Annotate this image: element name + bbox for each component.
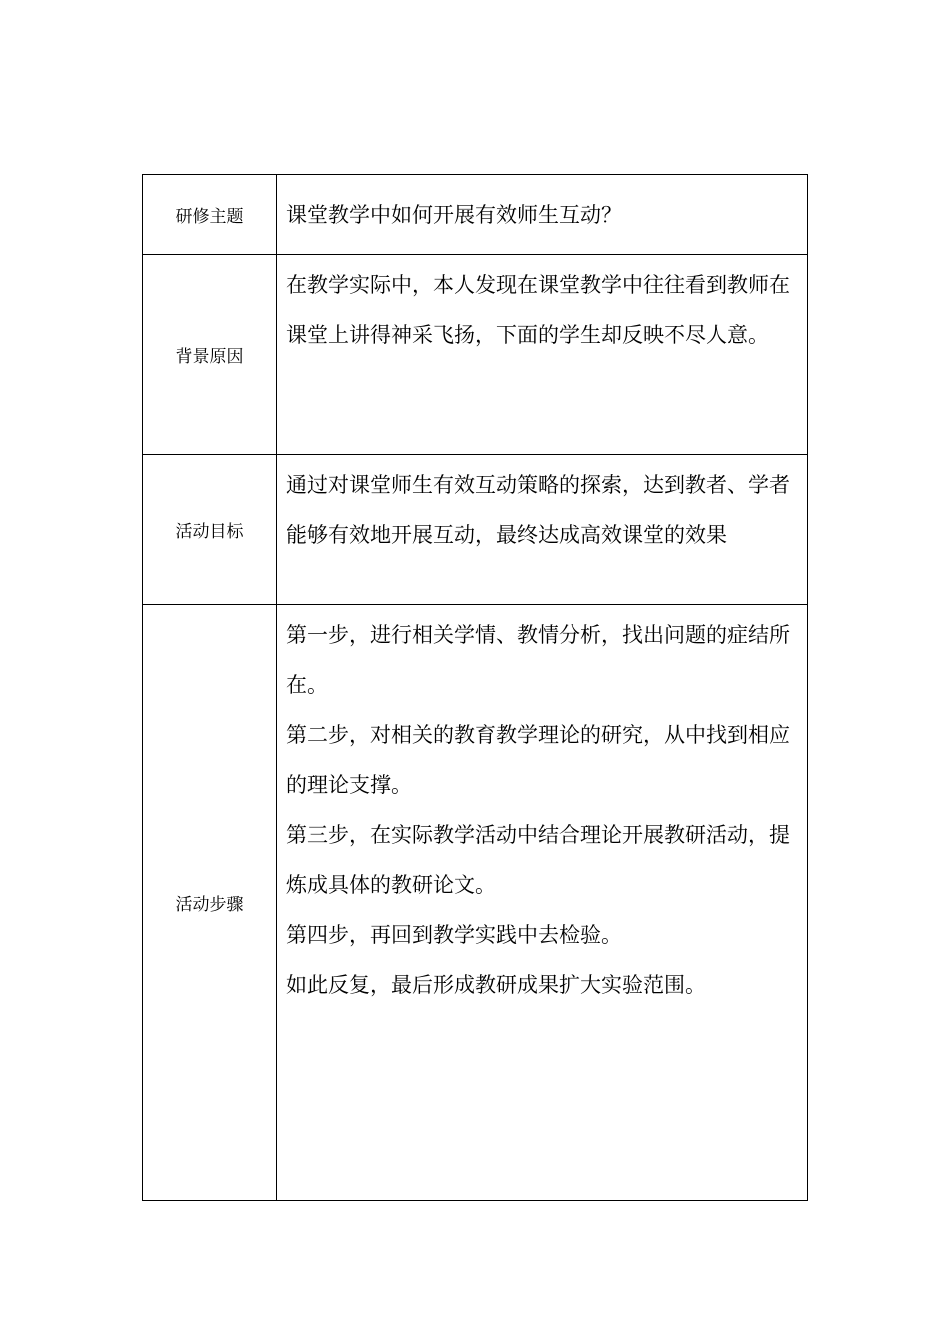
goal-label: 活动目标 — [143, 455, 277, 605]
topic-content: 课堂教学中如何开展有效师生互动？ — [277, 175, 808, 255]
topic-label: 研修主题 — [143, 175, 277, 255]
table-row-background — [143, 255, 808, 455]
step-paragraph: 第四步，再回到教学实践中去检验。 — [286, 923, 622, 947]
step-paragraph: 如此反复，最后形成教研成果扩大实验范围。 — [286, 973, 706, 997]
table-row-steps — [143, 605, 808, 1201]
goal-content: 通过对课堂师生有效互动策略的探索，达到教者、学者能够有效地开展互动，最终达成高效课堂的效果 — [277, 455, 808, 605]
step-paragraph: 第二步，对相关的教育教学理论的研究，从中找到相应的理论支撑。 — [286, 723, 790, 797]
step-paragraph: 第三步，在实际教学活动中结合理论开展教研活动，提炼成具体的教研论文。 — [286, 823, 790, 897]
table-row-topic — [143, 175, 808, 255]
background-label: 背景原因 — [143, 255, 277, 455]
background-content: 在教学实际中，本人发现在课堂教学中往往看到教师在课堂上讲得神采飞扬，下面的学生却反映不尽人意。 — [277, 255, 808, 455]
steps-label: 活动步骤 — [143, 605, 277, 1201]
step-paragraph: 第一步，进行相关学情、教情分析，找出问题的症结所在。 — [286, 623, 790, 697]
table-row-goal — [143, 455, 808, 605]
steps-content — [277, 605, 808, 1201]
research-plan-table — [142, 174, 808, 1201]
